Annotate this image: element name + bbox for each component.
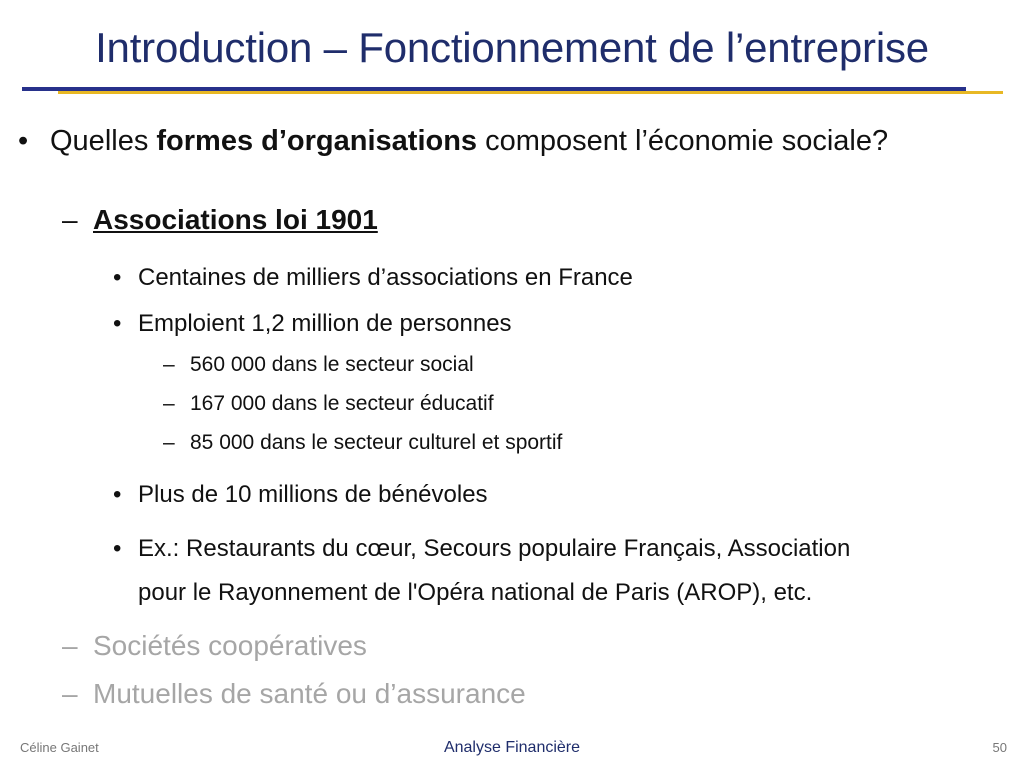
list-item-text: pour le Rayonnement de l'Opéra national de Paris (AROP), etc.: [138, 579, 813, 606]
dash-marker: –: [62, 678, 78, 709]
list-item-text: Ex.: Restaurants du cœur, Secours populaire Français, Association: [138, 535, 851, 562]
list-item-text: Emploient 1,2 million de personnes: [138, 310, 512, 337]
sub-list-item-text: 167 000 dans le secteur éducatif: [190, 392, 494, 415]
list-item-text: Centaines de milliers d’associations en France: [138, 264, 633, 291]
sub-list-item-text: 85 000 dans le secteur culturel et sportif: [190, 431, 563, 454]
title-underline-gold: [58, 91, 1003, 94]
question-suffix: composent l’économie sociale?: [477, 125, 889, 157]
dash-marker: –: [163, 431, 175, 454]
slide-title: Introduction – Fonctionnement de l’entreprise: [95, 24, 929, 71]
dash-marker: –: [163, 353, 175, 376]
other-form-text: Mutuelles de santé ou d’assurance: [93, 678, 526, 709]
footer-page-number: 50: [992, 740, 1007, 755]
footer-author: Céline Gainet: [20, 740, 99, 755]
other-form-text: Sociétés coopératives: [93, 630, 367, 661]
list-item-text: Plus de 10 millions de bénévoles: [138, 481, 488, 508]
associations-heading: Associations loi 1901: [93, 204, 378, 235]
bullet-marker: •: [113, 481, 122, 508]
dash-marker: –: [163, 392, 175, 415]
bullet-marker: •: [18, 125, 29, 157]
bullet-marker: •: [113, 264, 122, 291]
dash-marker: –: [62, 630, 78, 661]
question-prefix: Quelles: [50, 125, 157, 157]
sub-list-item-text: 560 000 dans le secteur social: [190, 353, 474, 376]
bullet-marker: •: [113, 535, 122, 562]
question-bold: formes d’organisations: [156, 125, 478, 157]
footer-course: Analyse Financière: [443, 739, 581, 756]
question-text: [50, 125, 888, 158]
bullet-marker: •: [113, 310, 122, 337]
dash-marker: –: [62, 204, 78, 235]
